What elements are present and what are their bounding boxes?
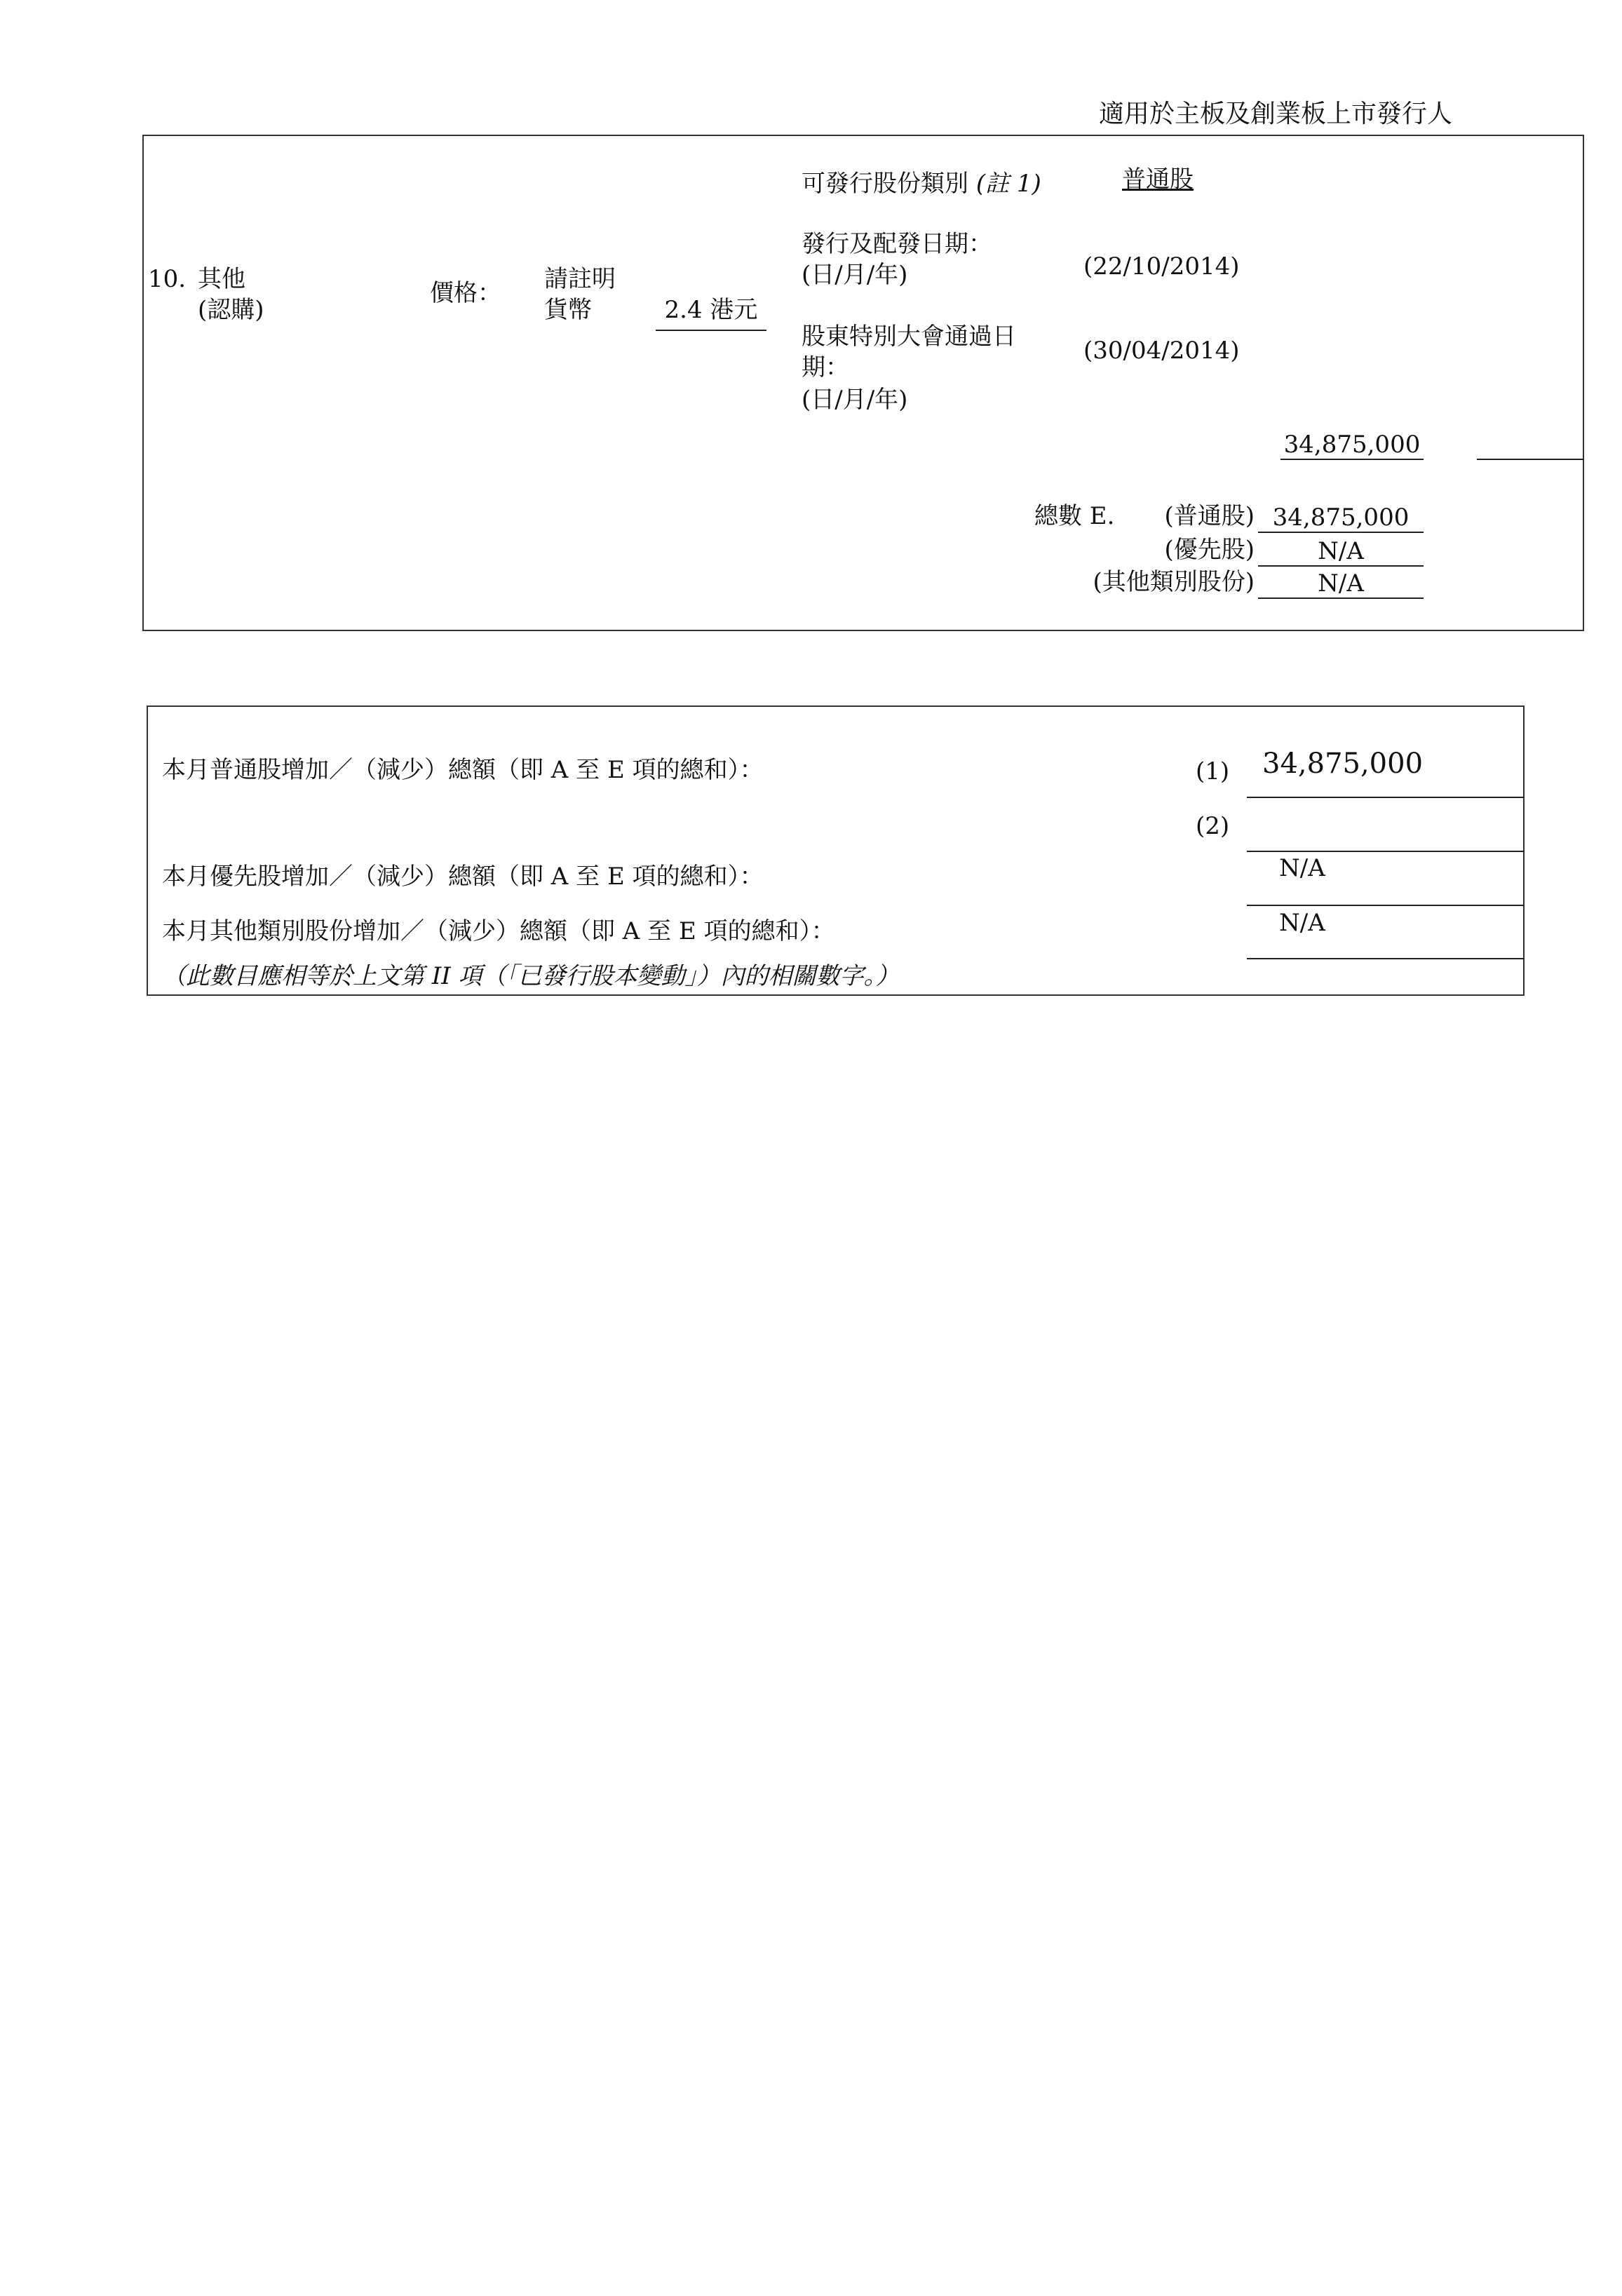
total-row-preference-underline bbox=[1258, 565, 1424, 567]
applicability-header: 適用於主板及創業板上市發行人 bbox=[1099, 100, 1453, 128]
summary-note: （此數目應相等於上文第 II 項（「已發行股本變動」）內的相關數字。） bbox=[162, 962, 900, 990]
item-number: 10. bbox=[148, 265, 187, 293]
total-row-preference-label: (優先股) bbox=[1164, 536, 1255, 564]
issue-date-value: (22/10/2014) bbox=[1083, 252, 1240, 281]
amount-value: 34,875,000 bbox=[1283, 431, 1421, 459]
total-row-preference-value: N/A bbox=[1318, 537, 1364, 565]
egm-label-1: 股東特別大會通過日 bbox=[802, 323, 1016, 351]
price-underline bbox=[656, 330, 766, 331]
total-row-other-underline bbox=[1258, 597, 1424, 599]
item-label: 其他 bbox=[198, 265, 245, 293]
line-1-marker: (1) bbox=[1196, 757, 1230, 785]
line-2-underline bbox=[1247, 851, 1525, 852]
amount-right-line bbox=[1477, 459, 1584, 460]
preference-total-label: 本月優先股增加／（減少）總額（即 A 至 E 項的總和）： bbox=[162, 863, 764, 891]
total-row-other-label: (其他類別股份) bbox=[1093, 568, 1255, 596]
egm-label-2: 期： bbox=[802, 353, 849, 381]
amount-underline bbox=[1280, 459, 1424, 460]
total-row-other-value: N/A bbox=[1318, 569, 1364, 597]
price-value: 2.4 港元 bbox=[664, 296, 758, 324]
share-class-label bbox=[802, 170, 1041, 198]
line-1-underline bbox=[1247, 797, 1525, 798]
other-total-label: 本月其他類別股份增加／（減少）總額（即 A 至 E 項的總和）： bbox=[162, 917, 835, 945]
currency-label-2: 貨幣 bbox=[544, 296, 592, 324]
preference-total-value: N/A bbox=[1279, 854, 1325, 882]
preference-total-underline bbox=[1247, 905, 1525, 906]
egm-label-3: (日/月/年) bbox=[802, 386, 908, 414]
ordinary-total-label: 本月普通股增加／（減少）總額（即 A 至 E 項的總和）： bbox=[162, 756, 764, 784]
line-1-value: 34,875,000 bbox=[1262, 748, 1424, 780]
issue-date-label-1: 發行及配發日期： bbox=[802, 230, 992, 258]
share-class-label-text: 可發行股份類別 bbox=[802, 170, 968, 198]
issue-date-label-2: (日/月/年) bbox=[802, 261, 908, 289]
line-2-marker: (2) bbox=[1196, 812, 1230, 840]
price-label: 價格： bbox=[430, 279, 501, 307]
egm-date-value: (30/04/2014) bbox=[1083, 337, 1240, 365]
total-label: 總數 E. bbox=[1034, 502, 1115, 530]
item-sublabel: (認購) bbox=[198, 296, 264, 324]
currency-label-1: 請註明 bbox=[544, 265, 616, 293]
share-class-note: (註 1) bbox=[975, 170, 1041, 198]
total-row-ordinary-underline bbox=[1258, 532, 1424, 533]
total-row-ordinary-value: 34,875,000 bbox=[1272, 504, 1410, 532]
total-row-ordinary-label: (普通股) bbox=[1164, 502, 1255, 530]
other-total-underline bbox=[1247, 958, 1525, 959]
share-class-value: 普通股 bbox=[1122, 166, 1194, 194]
other-total-value: N/A bbox=[1279, 909, 1325, 937]
